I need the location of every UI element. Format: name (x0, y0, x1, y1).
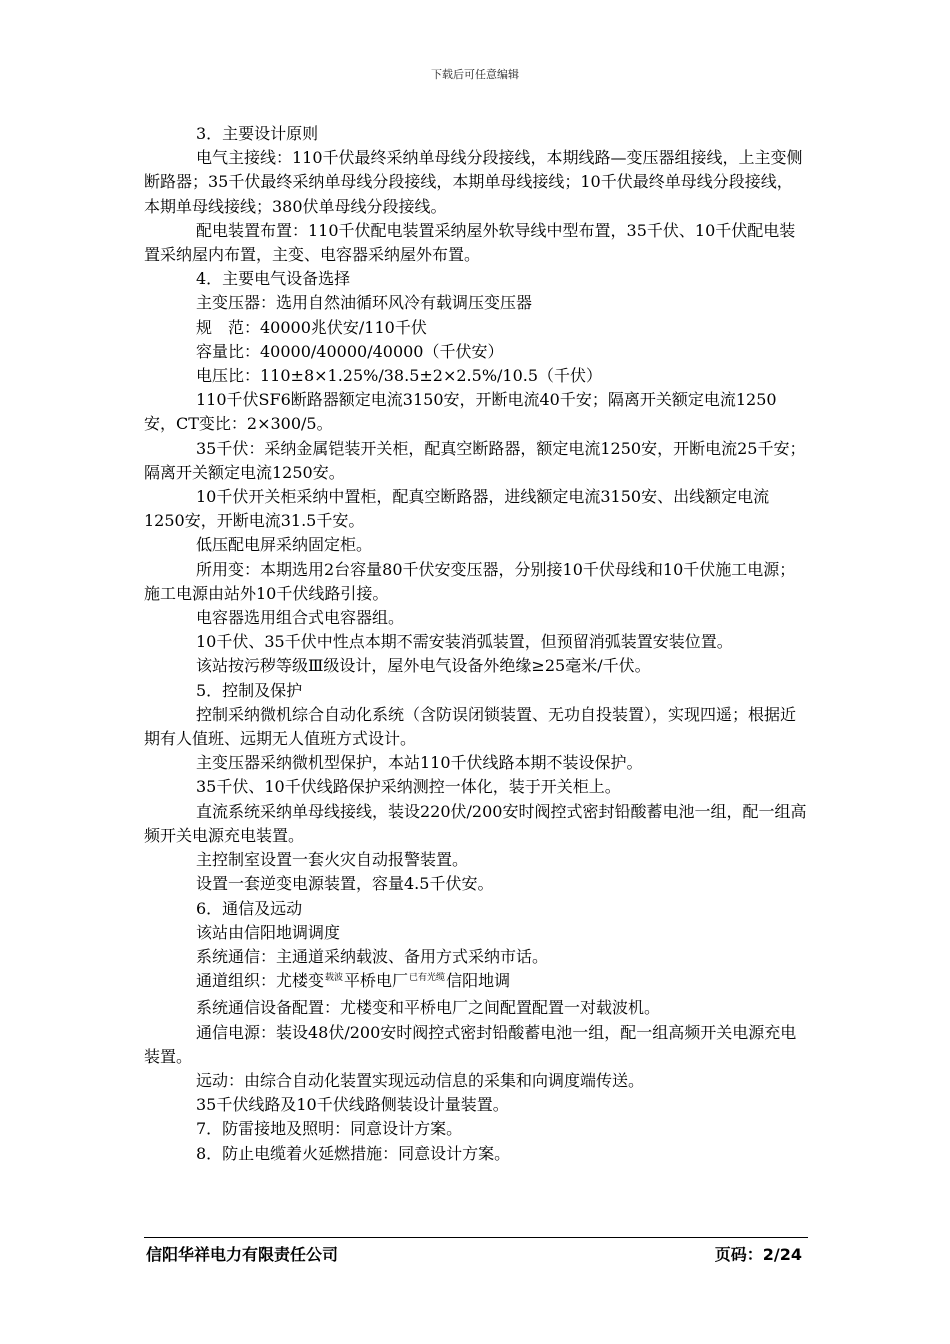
paragraph: 低压配电屏采纳固定柜。 (196, 535, 373, 555)
paragraph: 系统通信：主通道采纳载波、备用方式采纳市话。 (196, 946, 549, 966)
paragraph: 电气主接线：110千伏最终采纳单母线分段接线，本期线路—变压器组接线，上主变侧断路器；35千伏最终采纳单母线分段接线，本期单母线接线；10千伏最终单母线分段接线，本期单母线接线；380伏单母线分段接线。 (144, 148, 803, 216)
paragraph: 所用变：本期选用2台容量80千伏安变压器，分别接10千伏母线和10千伏施工电源；施工电源由站外10千伏线路引接。 (144, 559, 796, 603)
channel-suffix: 信阳地调 (446, 971, 511, 991)
paragraph: 该站由信阳地调调度 (196, 922, 341, 942)
section-heading: 4．主要电气设备选择 (196, 269, 351, 289)
paragraph: 主变压器采纳微机型保护，本站110千伏线路本期不装设保护。 (196, 753, 643, 773)
paragraph: 电压比：110±8×1.25%/38.5±2×2.5%/10.5（千伏） (196, 366, 603, 386)
channel-sup-fiber: 已有光缆 (409, 973, 446, 984)
paragraph: 10千伏开关柜采纳中置柜，配真空断路器，进线额定电流3150安、出线额定电流1250安，开断电流31.5千安。 (144, 487, 770, 531)
section-heading: 8．防止电缆着火延燃措施：同意设计方案。 (196, 1143, 511, 1163)
channel-paragraph (144, 969, 808, 996)
paragraph: 系统通信设备配置：尤楼变和平桥电厂之间配置配置一对载波机。 (196, 998, 661, 1018)
document-body (144, 122, 808, 1166)
header-note: 下载后可任意编辑 (431, 68, 519, 81)
paragraph: 直流系统采纳单母线接线，装设220伏/200安时阀控式密封铅酸蓄电池一组，配一组高频开关电源充电装置。 (144, 801, 807, 845)
paragraph: 设置一套逆变电源装置，容量4.5千伏安。 (196, 874, 494, 894)
section-heading: 6．通信及远动 (196, 898, 303, 918)
paragraph: 35千伏：采纳金属铠装开关柜，配真空断路器，额定电流1250安，开断电流25千安；隔离开关额定电流1250安。 (144, 438, 806, 482)
page-number: 页码：2/24 (714, 1245, 802, 1264)
paragraph: 远动：由综合自动化装置实现远动信息的采集和向调度端传送。 (196, 1070, 645, 1090)
paragraph: 该站按污秽等级Ⅲ级设计，屋外电气设备外绝缘≥25毫米/千伏。 (196, 656, 651, 676)
channel-sup-carrier: 载波 (325, 973, 344, 984)
footer-company: 信阳华祥电力有限责任公司 (146, 1245, 339, 1264)
paragraph: 电容器选用组合式电容器组。 (196, 608, 405, 628)
paragraph: 通信电源：装设48伏/200安时阀控式密封铅酸蓄电池一组，配一组高频开关电源充电装置。 (144, 1022, 797, 1066)
section-heading: 5．控制及保护 (196, 680, 303, 700)
paragraph: 主变压器：选用自然油循环风冷有载调压变压器 (196, 293, 533, 313)
paragraph: 35千伏线路及10千伏线路侧装设计量装置。 (196, 1095, 509, 1115)
channel-mid: 平桥电厂 (344, 971, 409, 991)
section-heading: 3．主要设计原则 (196, 124, 319, 143)
footer-divider (144, 1237, 808, 1238)
paragraph: 配电装置布置：110千伏配电装置采纳屋外软导线中型布置，35千伏、10千伏配电装置采纳屋内布置，主变、电容器采纳屋外布置。 (144, 220, 796, 265)
paragraph: 10千伏、35千伏中性点本期不需安装消弧装置，但预留消弧装置安装位置。 (196, 632, 733, 652)
paragraph: 容量比：40000/40000/40000（千伏安） (196, 341, 504, 361)
paragraph: 主控制室设置一套火灾自动报警装置。 (196, 850, 469, 870)
paragraph: 规 范：40000兆伏安/110千伏 (196, 317, 427, 337)
section-heading: 7．防雷接地及照明：同意设计方案。 (196, 1119, 463, 1139)
channel-prefix: 通道组织：尤楼变 (196, 971, 325, 991)
paragraph: 控制采纳微机综合自动化系统（含防误闭锁装置、无功自投装置），实现四遥；根据近期有人值班、远期无人值班方式设计。 (144, 704, 797, 749)
paragraph: 110千伏SF6断路器额定电流3150安，开断电流40千安；隔离开关额定电流1250安，CT变比：2×300/5。 (144, 390, 777, 434)
paragraph: 35千伏、10千伏线路保护采纳测控一体化，装于开关柜上。 (196, 777, 621, 797)
